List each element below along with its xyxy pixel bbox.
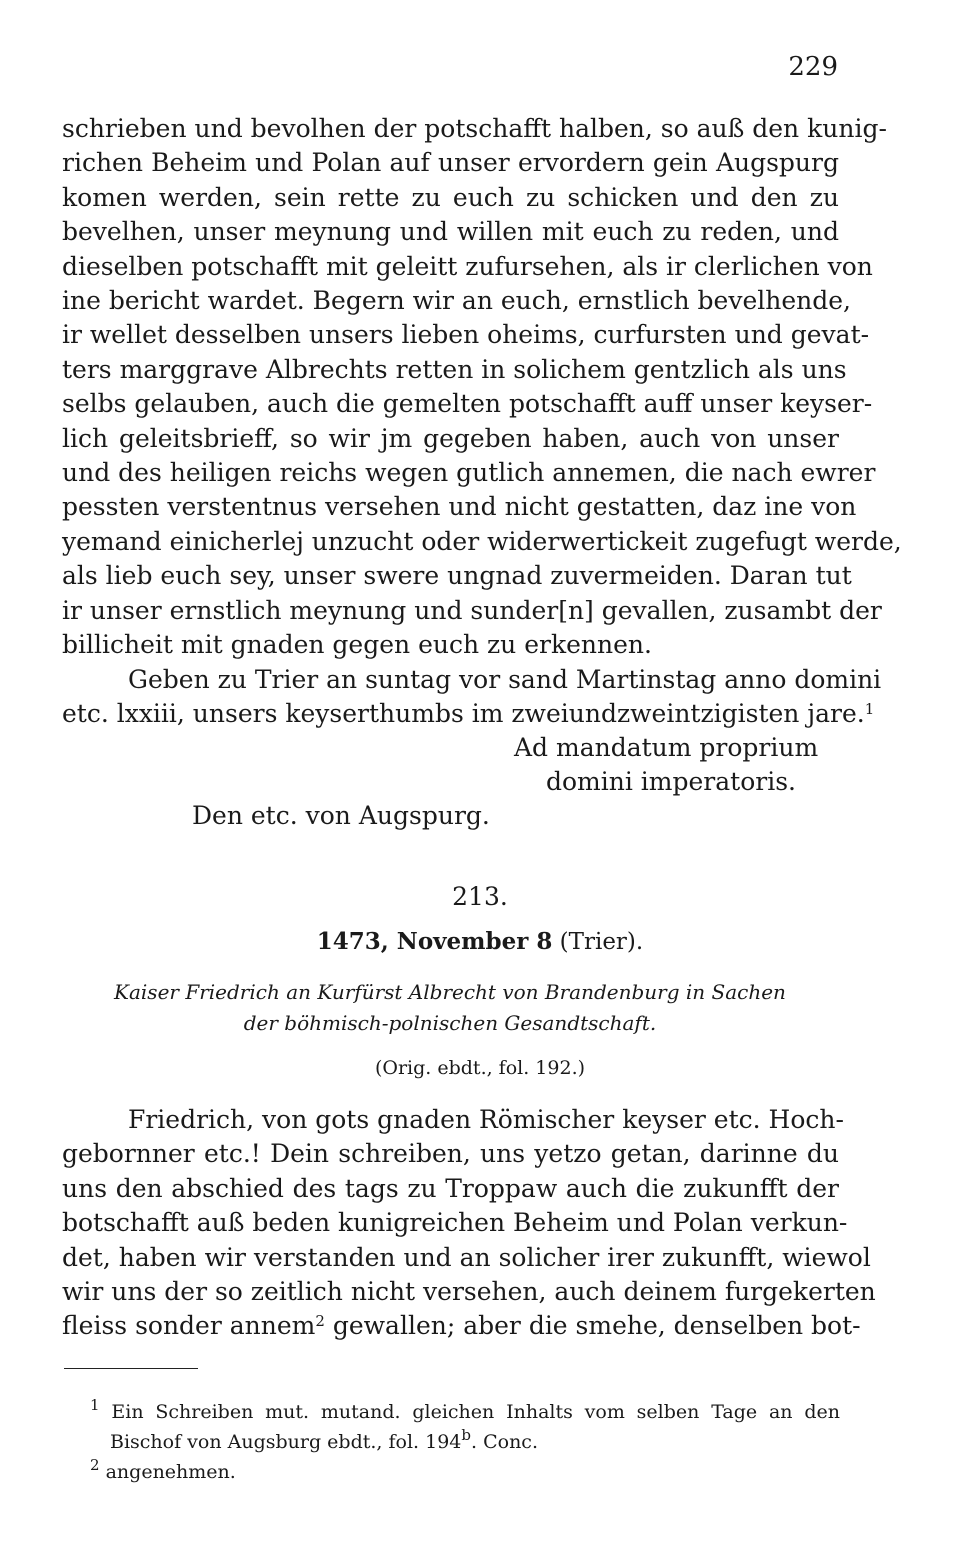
footnote-ref: 1 <box>864 699 875 718</box>
footnote-text: Bischof von Augsburg ebdt., fol. 194 <box>110 1431 462 1453</box>
main-text <box>62 112 902 839</box>
text-line <box>62 1309 861 1343</box>
footnote-marker: 1 <box>90 1396 100 1414</box>
document-source: (Orig. ebdt., fol. 192.) <box>374 1057 586 1079</box>
mandatum-line: domini imperatoris. <box>546 767 796 797</box>
date-text: 1473, November 8 <box>316 928 553 955</box>
document-date <box>0 928 960 955</box>
footnote-text: angenehmen. <box>105 1461 236 1483</box>
dating-line: Geben zu Trier an suntag vor sand Martinstag anno domini <box>128 664 882 694</box>
text-line: bevelhen, unser meynung und willen mit euch zu reden, und <box>62 217 839 247</box>
text-line: ir unser ernstlich meynung und sunder[n] gevallen, zusambt der <box>62 595 882 625</box>
footnote-1-continued <box>90 1427 840 1457</box>
text-line: komen werden, sein rette zu euch zu schicken und den zu <box>62 182 839 212</box>
text-line: det, haben wir verstanden und an solicher irer zukunfft, wiewol <box>62 1242 871 1272</box>
text-line: ine bericht wardet. Begern wir an euch, ernstlich bevelhende, <box>62 286 851 316</box>
text-line: billicheit mit gnaden gegen euch zu erkennen. <box>62 630 652 660</box>
text-line: und des heiligen reichs wegen gutlich annemen, die nach ewrer <box>62 458 876 488</box>
text-line: wir uns der so zeitlich nicht versehen, auch deinem furgekerten <box>62 1277 876 1307</box>
text-line: richen Beheim und Polan auf unser ervordern gein Augspurg <box>62 148 839 178</box>
text-line: selbs gelauben, auch die gemelten potschafft auff unser keyser- <box>62 389 873 419</box>
text-line: dieselben potschafft mit geleitt zufursehen, als ir clerlichen von <box>62 251 873 281</box>
superscript: b <box>461 1426 472 1444</box>
date-place: (Trier). <box>559 929 644 955</box>
text-line: als lieb euch sey, unser swere ungnad zuvermeiden. Daran tut <box>62 561 852 591</box>
text-line: schrieben und bevolhen der potschafft halben, so auß den kunig- <box>62 114 887 143</box>
footnote-2 <box>90 1457 840 1487</box>
text-line: botschafft auß beden kunigreichen Beheim und Polan verkun- <box>62 1208 848 1238</box>
text-line: ir wellet desselben unsers lieben oheims, curfursten und gevat- <box>62 320 870 350</box>
mandatum-line: Ad mandatum proprium <box>514 733 819 763</box>
text-segment: gewallen; aber die smehe, denselben bot- <box>324 1311 861 1341</box>
footnotes <box>90 1397 840 1487</box>
text-line: Friedrich, von gots gnaden Römischer keyser etc. Hoch- <box>128 1105 844 1134</box>
addressee: Den etc. von Augspurg. <box>192 801 490 831</box>
document-summary <box>90 977 810 1039</box>
text-line: uns den abschied des tags zu Troppaw auch die zukunfft der <box>62 1173 839 1203</box>
text-line: gebornner etc.! Dein schreiben, uns yetzo getan, darinne du <box>62 1139 839 1169</box>
footnote-divider <box>64 1368 198 1369</box>
footnote-text: . Conc. <box>471 1431 538 1453</box>
footnote-text: Ein Schreiben mut. mutand. gleichen Inhalts vom selben Tage an den <box>111 1401 840 1423</box>
dating-line <box>62 697 875 731</box>
document-text <box>62 1103 876 1344</box>
text-line: ters marggrave Albrechts retten in solichem gentzlich als uns <box>62 354 847 384</box>
text-line: lich geleitsbrieff, so wir jm gegeben haben, auch von unser <box>62 423 839 453</box>
document-number: 213. <box>452 882 508 911</box>
footnote-1 <box>90 1397 840 1427</box>
text-segment: fleiss sonder annem <box>62 1311 316 1341</box>
footnote-ref: 2 <box>315 1312 325 1331</box>
summary-line: Kaiser Friedrich an Kurfürst Albrecht von Brandenburg in Sachen <box>114 980 786 1004</box>
closing-block <box>62 731 839 839</box>
summary-line: der böhmisch-polnischen Gesandtschaft. <box>243 1011 657 1035</box>
footnote-marker: 2 <box>90 1456 100 1474</box>
text-line: yemand einicherlej unzucht oder widerwertickeit zugefugt werde, <box>62 526 902 556</box>
text-line: pessten verstentnus versehen und nicht gestatten, daz ine von <box>62 492 857 522</box>
page-number: 229 <box>788 52 838 82</box>
dating-text: etc. lxxiii, unsers keyserthumbs im zweiundzweintzigisten jare. <box>62 698 865 728</box>
